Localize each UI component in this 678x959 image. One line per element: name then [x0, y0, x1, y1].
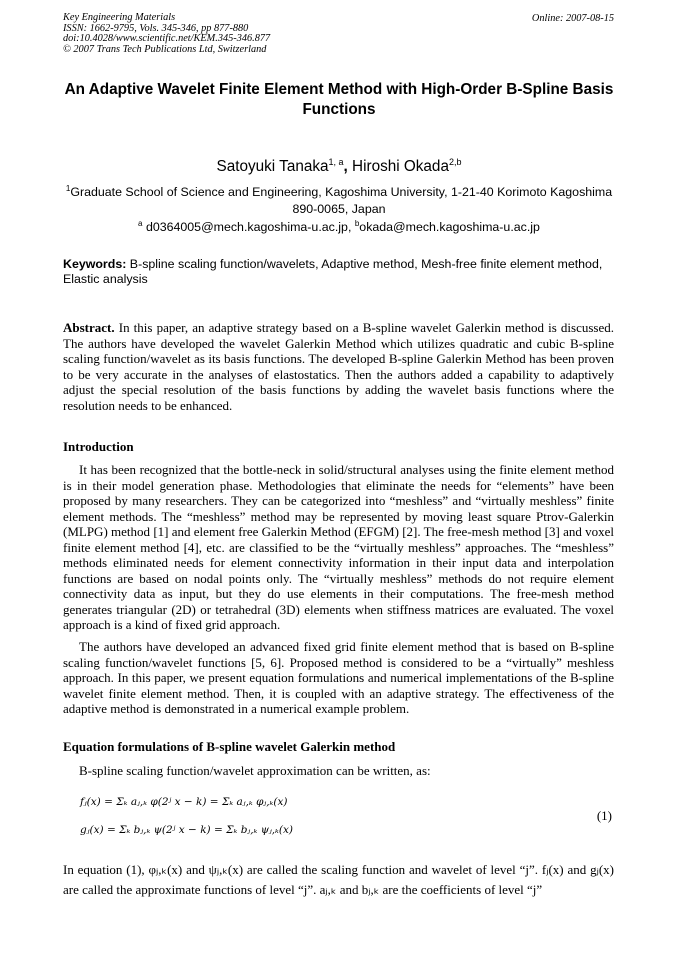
author-affiliation-mark: 1, a [328, 157, 344, 167]
authors: Satoyuki Tanaka$^{1, a}$, Hiroshi Okada$^{2,b}$ [216, 157, 462, 176]
equation-line: gⱼ(x) = Σₖ bⱼ,ₖ ψ(2ʲ x − k) = Σₖ bⱼ,ₖ ψⱼ,ₖ(x) [80, 824, 294, 836]
equation-number: (1) [596, 808, 612, 823]
equation-line: fⱼ(x) = Σₖ aⱼ,ₖ φ(2ʲ x − k) = Σₖ aⱼ,ₖ φⱼ,ₖ(x) [80, 796, 288, 808]
email-b: okada@mech.kagoshima-u.ac.jp [359, 220, 540, 235]
abstract [63, 320, 614, 413]
keywords [63, 257, 615, 287]
section-heading: Introduction [63, 439, 134, 454]
online-date: Online: 2007-08-15 [531, 13, 614, 24]
email-a: d0364005@mech.kagoshima-u.ac.jp, [142, 220, 355, 235]
issn: ISSN: 1662-9795, Vols. 345-346, pp 877-880 [63, 22, 249, 34]
section-heading: Equation formulations of B-spline wavelet Galerkin method [63, 739, 396, 754]
affiliation-mark: 1 [65, 184, 71, 193]
copyright: © 2007 Trans Tech Publications Ltd, Switzerland [63, 43, 267, 55]
emails [60, 219, 618, 234]
paragraph: It has been recognized that the bottle-neck in solid/structural analyses using the finite element method is in their model generation phase. Methodologies that eliminate the needs for “elements” have been proposed by many researchers. They can be categorized into “meshless” and “virtually meshless” finite element methods. The “meshless” method may be represented by moving least square Ptrov-Galerkin (MLPG) method [1] and element free Galerkin Method (EFGM) [2]. The free-mesh method [3] and voxel finite element method [4], etc. are classified to be the “virtually meshless” approaches. The “meshless” methods eliminated needs for element connectivity information in their input data and interpolation functions are based on nodal points only. The “virtually meshless” methods do not require element connectivity data as input, but they do use elements in their computations. The free-mesh method generates triangular (2D) or tetrahedral (3D) elements when stiffness matrices are evaluated. The voxel approach is a kind of fixed grid approach. [63, 462, 614, 632]
author-affiliation-mark: 2,b [448, 157, 462, 167]
paragraph: The authors have developed an advanced fixed grid finite element method that is based on B-spline scaling function/wavelet functions [5, 6]. Proposed method is considered to be a “virtually” meshless approach. In this paper, we present equation formulations and numerical implementations of the B-spline wavelet finite element method. Then, it is coupled with an adaptive strategy. The effectiveness of the adaptive method is demonstrated in a numerical example problem. [63, 639, 614, 716]
author-name: Hiroshi Okada [352, 158, 449, 176]
author-name: Satoyuki Tanaka [216, 158, 329, 176]
affiliation-text: Graduate School of Science and Engineering, Kagoshima University, 1-21-40 Korimoto Kagoshima 890-0065, Japan [70, 185, 613, 217]
abstract-text: In this paper, an adaptive strategy based on a B-spline wavelet Galerkin method is discussed. The authors have developed the wavelet Galerkin Method which utilizes quadratic and cubic B-spline scaling function/wavelet as its basis functions. The developed B-spline Galerkin Method has been proven to be very accurate in the analyses of elastostatics. Then the authors added a capability to adaptively adjust the special resolution of the basis functions by adding the wavelet basis functions where the resolution needs to be enhanced. [63, 320, 614, 413]
journal-header [63, 13, 270, 55]
journal-name: Key Engineering Materials [63, 12, 176, 23]
doi: doi:10.4028/www.scientific.net/KEM.345-346.877 [63, 33, 271, 45]
paragraph: In equation (1), φⱼ,ₖ(x) and ψⱼ,ₖ(x) are called the scaling function and wavelet of level “j”. fⱼ(x) and gⱼ(x) are called the approximate functions of level “j”. aⱼ,ₖ and bⱼ,ₖ are the coefficients of level “j” [63, 862, 614, 897]
paper-title: An Adaptive Wavelet Finite Element Method with High-Order B-Spline Basis Functions [64, 81, 614, 118]
keywords-label: Keywords: [63, 257, 127, 271]
paragraph: B-spline scaling function/wavelet approximation can be written, as: [79, 763, 431, 778]
affiliation [63, 180, 615, 218]
email-mark: b [354, 219, 360, 228]
keywords-text: B-spline scaling function/wavelets, Adaptive method, Mesh-free finite element method, Elastic analysis [63, 257, 603, 286]
email-mark: a [138, 219, 143, 228]
abstract-label: Abstract. [63, 320, 115, 335]
